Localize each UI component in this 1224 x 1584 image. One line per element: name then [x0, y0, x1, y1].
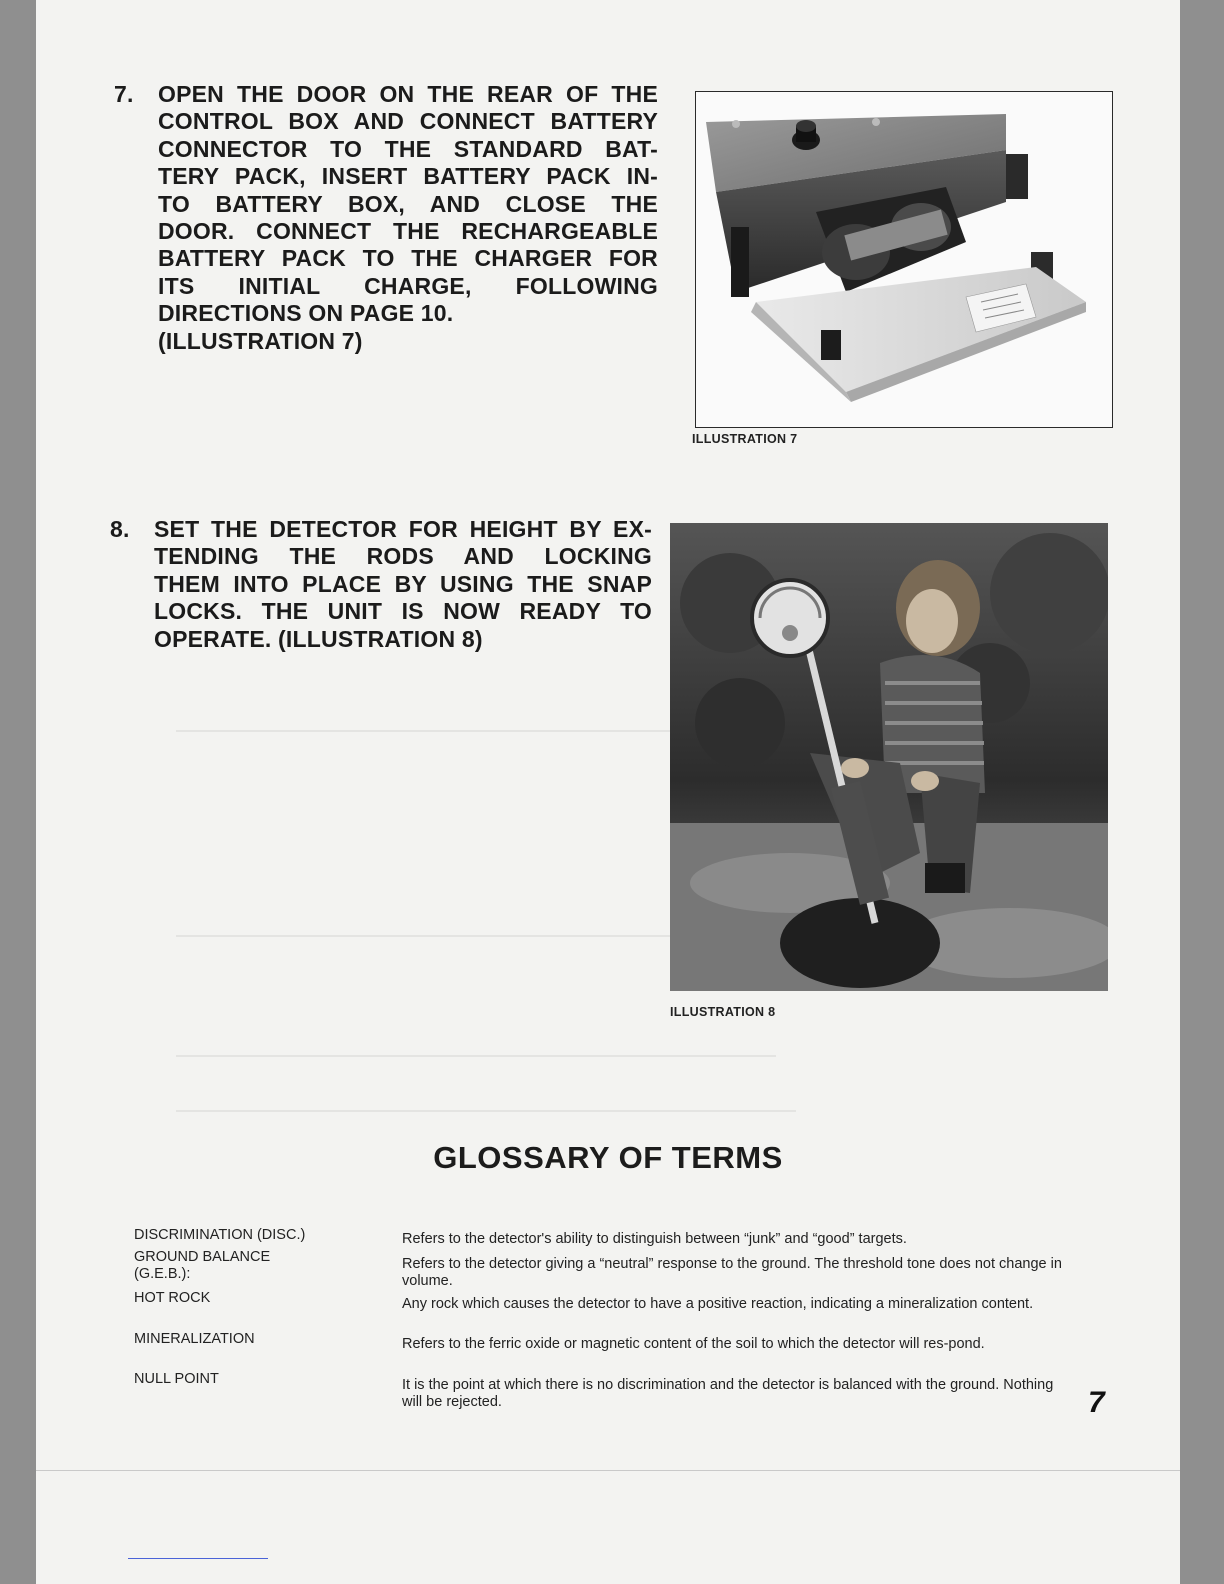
step-7-line: CONTROL BOX AND CONNECT BATTERY [158, 108, 658, 135]
control-box-image [696, 92, 1112, 427]
glossary-definition: Refers to the detector giving a “neutral” response to the ground. The threshold tone does not change in volume. [402, 1256, 1062, 1289]
step-8 [110, 516, 652, 653]
page-bottom-rule [36, 1470, 1180, 1471]
glossary-definition: Any rock which causes the detector to have a positive reaction, indicating a mineralization content. [402, 1296, 1034, 1312]
step-8-line: THEM INTO PLACE BY USING THE SNAP [154, 570, 652, 597]
step-7-line: TO BATTERY BOX, AND CLOSE THE [158, 190, 658, 217]
step-7-line: OPEN THE DOOR ON THE REAR OF THE [158, 81, 658, 107]
step-7 [114, 81, 658, 355]
glossary-title: GLOSSARY OF TERMS [433, 1140, 783, 1175]
step-7-number: 7. [114, 81, 134, 107]
glossary-definition: Refers to the ferric oxide or magnetic content of the soil to which the detector will res-pond. [402, 1336, 985, 1352]
glossary-term: NULL POINT [134, 1371, 219, 1387]
step-7-line: DOOR. CONNECT THE RECHARGEABLE [158, 218, 658, 245]
glossary-definition: Refers to the detector's ability to distinguish between “junk” and “good” targets. [402, 1231, 907, 1247]
step-7-line: (ILLUSTRATION 7) [158, 327, 363, 354]
glossary-term: MINERALIZATION [134, 1331, 255, 1347]
bleed-through-line [176, 935, 736, 937]
step-8-line: TENDING THE RODS AND LOCKING [154, 543, 652, 570]
bleed-through-line [176, 1110, 796, 1112]
glossary-definition: It is the point at which there is no discrimination and the detector is balanced with the ground. Nothing will be rejected. [402, 1377, 1054, 1410]
illustration-8-caption: ILLUSTRATION 8 [670, 1005, 776, 1019]
step-8-line: SET THE DETECTOR FOR HEIGHT BY EX- [154, 516, 652, 542]
step-7-line: TERY PACK, INSERT BATTERY PACK IN- [158, 163, 658, 190]
illustration-7-photo [695, 91, 1113, 428]
glossary-term: DISCRIMINATION (DISC.) [134, 1227, 306, 1243]
step-7-line: BATTERY PACK TO THE CHARGER FOR [158, 245, 658, 272]
detector-user-image [670, 523, 1108, 991]
step-7-line: ITS INITIAL CHARGE, FOLLOWING [158, 272, 658, 299]
illustration-8-photo [670, 523, 1108, 991]
bleed-through-line [176, 730, 696, 732]
illustration-7-caption: ILLUSTRATION 7 [692, 432, 798, 446]
step-7-line: CONNECTOR TO THE STANDARD BAT- [158, 135, 658, 162]
glossary-term: GROUND BALANCE (G.E.B.): [134, 1249, 271, 1282]
page-number: 7 [1088, 1386, 1105, 1419]
step-8-number: 8. [110, 516, 130, 542]
glossary-term: HOT ROCK [134, 1290, 211, 1306]
step-8-line: LOCKS. THE UNIT IS NOW READY TO [154, 598, 652, 625]
scan-artifact-line [128, 1558, 268, 1559]
step-7-line: DIRECTIONS ON PAGE 10. [158, 300, 454, 327]
bleed-through-line [176, 1055, 776, 1057]
step-8-line: OPERATE. (ILLUSTRATION 8) [154, 625, 483, 652]
manual-page [36, 0, 1180, 1584]
